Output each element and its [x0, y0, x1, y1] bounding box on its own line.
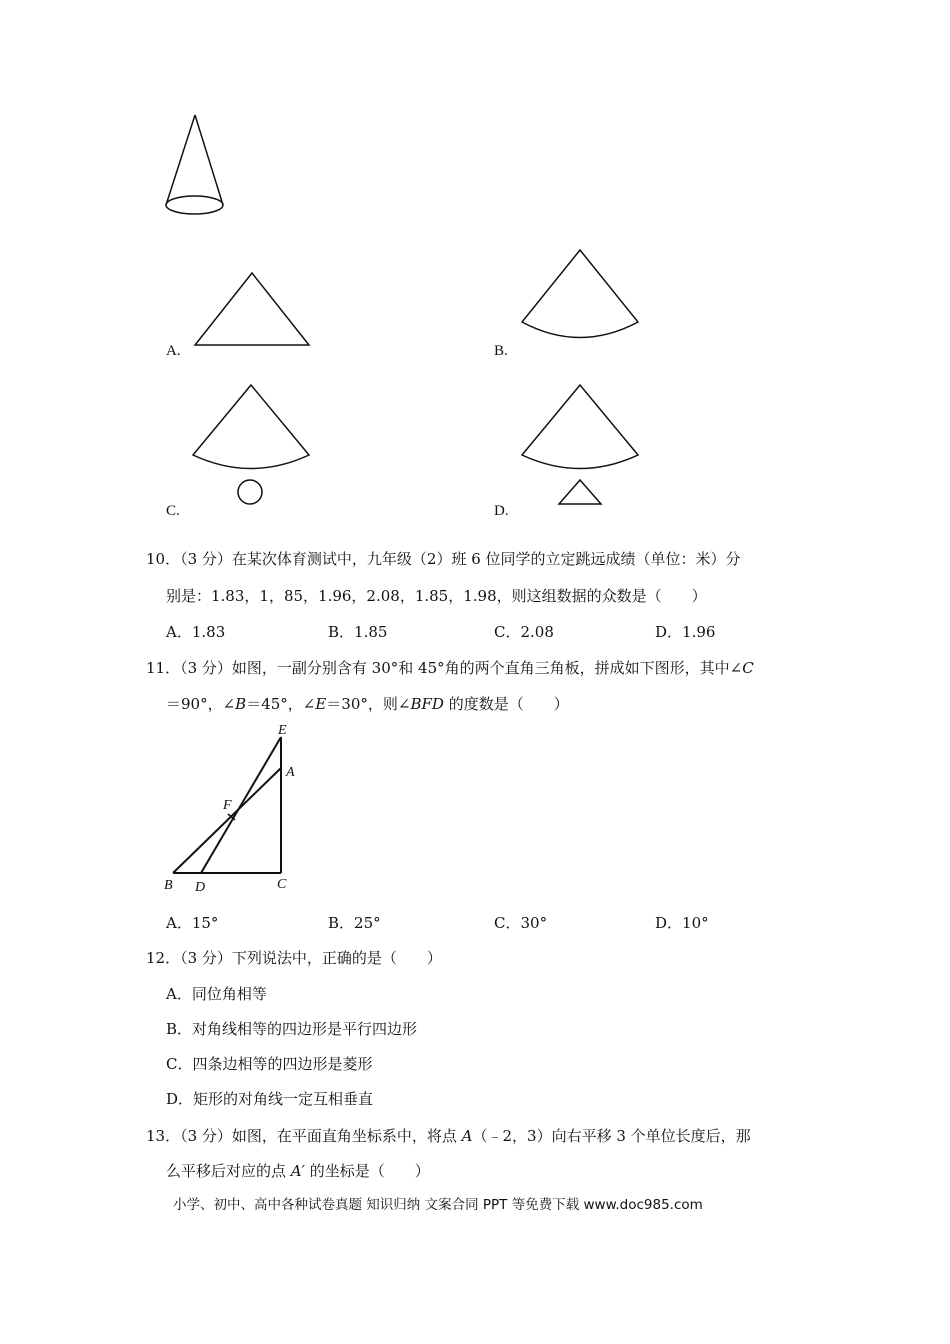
q10-option-a[interactable]: A．1.83 — [166, 623, 226, 641]
q11-triangle-figure — [160, 718, 310, 898]
label-e: E — [278, 723, 287, 738]
q10-option-b[interactable]: B．1.85 — [328, 623, 388, 641]
label-c: C — [277, 877, 287, 892]
q9-option-c[interactable]: C. — [166, 503, 180, 519]
q13-stem-line2: 么平移后对应的点 A′ 的坐标是（ ） — [166, 1162, 430, 1180]
option-a-triangle-figure — [190, 268, 315, 350]
label-f: F — [223, 798, 232, 813]
q12-option-d[interactable]: D．矩形的对角线一定互相垂直 — [166, 1090, 374, 1108]
q10-option-c[interactable]: C．2.08 — [494, 623, 554, 641]
label-a: A — [286, 765, 295, 780]
q12-option-b[interactable]: B．对角线相等的四边形是平行四边形 — [166, 1020, 418, 1038]
q10-stem-line2: 别是：1.83，1，85，1.96，2.08，1.85，1.98，则这组数据的众数是（ ） — [166, 587, 707, 605]
label-d: D — [195, 880, 206, 895]
q12-option-c[interactable]: C．四条边相等的四边形是菱形 — [166, 1055, 373, 1073]
footer-text: 小学、初中、高中各种试卷真题 知识归纳 文案合同 PPT 等免费下载 www.doc985.com — [173, 1197, 703, 1213]
label-b: B — [164, 878, 173, 893]
q12-stem: 12．（3 分）下列说法中，正确的是（ ） — [146, 949, 442, 967]
option-c-sector-circle-figure — [187, 380, 315, 510]
option-d-sector-triangle-figure — [516, 380, 644, 510]
cone-figure — [160, 110, 230, 220]
q11-stem-line2: ＝90°，∠B＝45°，∠E＝30°，则∠BFD 的度数是（ ） — [166, 695, 569, 713]
q11-stem-line1: 11．（3 分）如图，一副分别含有 30°和 45°角的两个直角三角板，拼成如下图形，其中∠C — [146, 659, 754, 677]
q10-option-d[interactable]: D．1.96 — [655, 623, 716, 641]
q11-option-d[interactable]: D．10° — [655, 914, 709, 932]
q13-stem-line1: 13．（3 分）如图，在平面直角坐标系中，将点 A（﹣2，3）向右平移 3 个单位长度后，那 — [146, 1127, 751, 1145]
q9-option-b[interactable]: B. — [494, 343, 508, 359]
q11-option-c[interactable]: C．30° — [494, 914, 548, 932]
q9-option-d[interactable]: D. — [494, 503, 509, 519]
segment-ed — [201, 737, 281, 873]
q11-option-a[interactable]: A．15° — [166, 914, 219, 932]
q9-option-a[interactable]: A. — [166, 343, 181, 359]
q11-option-b[interactable]: B．25° — [328, 914, 381, 932]
option-b-sector-figure — [516, 245, 644, 350]
q10-stem-line1: 10．（3 分）在某次体育测试中，九年级（2）班 6 位同学的立定跳远成绩（单位：米）分 — [146, 550, 741, 568]
q12-option-a[interactable]: A．同位角相等 — [166, 985, 267, 1003]
segment-ba — [173, 768, 281, 873]
